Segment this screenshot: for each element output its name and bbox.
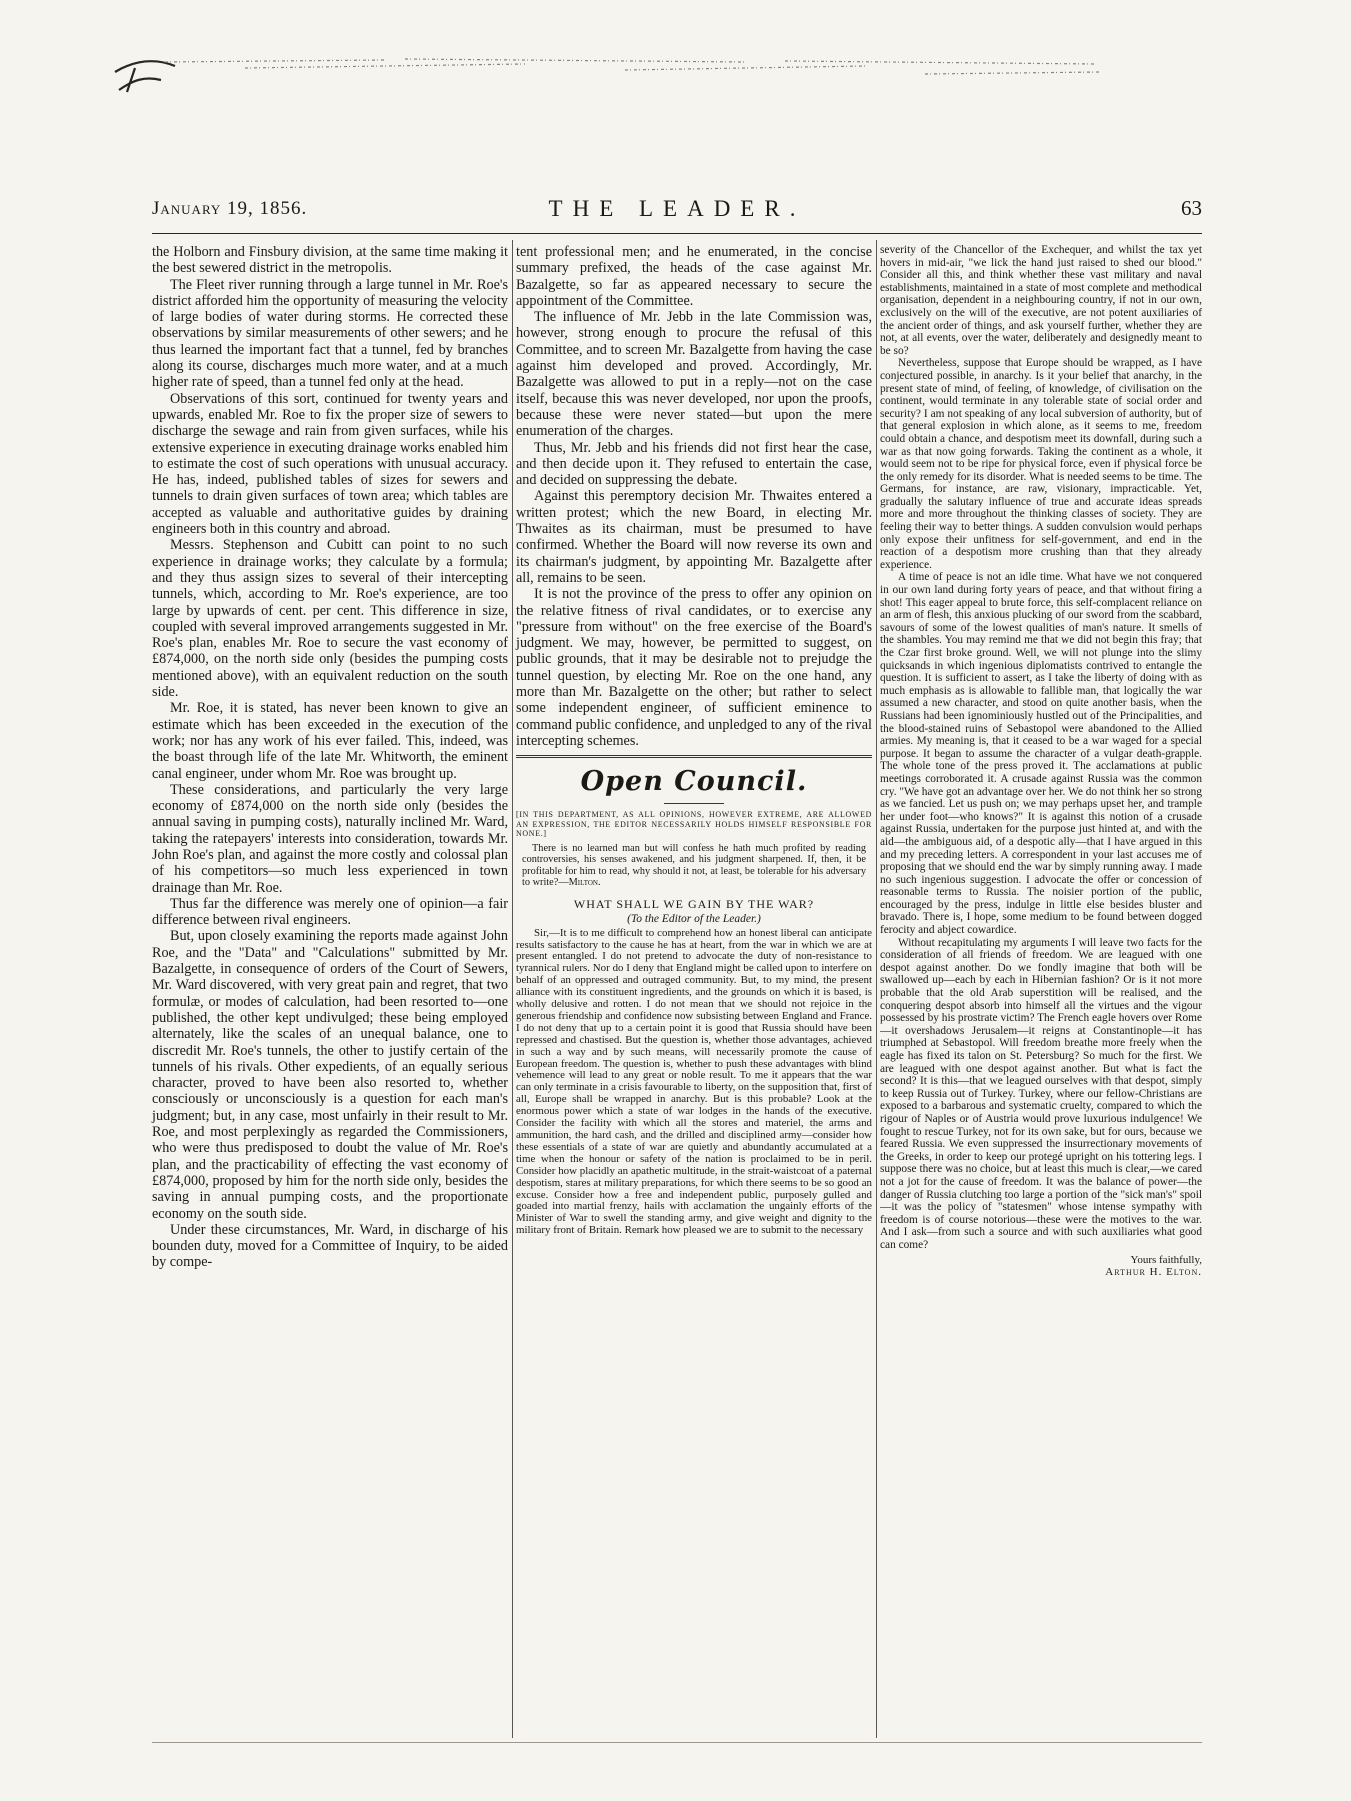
paragraph: The Fleet river running through a large tunnel in Mr. Roe's district afforded him the opportunity of measuring the velocity of large bodies of water during storms. He corrected these observations by similar measurements of other sewers; and he thus learned the important fact that a tunnel, fed by branches along its course, discharges much more water, and at a much higher rate of speed, than a tunnel fed only at the head.	[152, 276, 508, 391]
signature: Arthur H. Elton.	[1105, 1266, 1202, 1279]
letter-signoff	[880, 1254, 1202, 1279]
epigraph-source: —Milton.	[558, 877, 601, 889]
paragraph: Observations of this sort, continued for twenty years and upwards, enabled Mr. Roe to fix the proper size of sewers to discharge the sewage and rain from given surfaces, while his extensive experience in executing drainage works enabled him to estimate the cost of such operations with unusual accuracy. He has, indeed, published tables of sizes for sewers and tunnels to drain given surfaces of town area; which tables are accepted as valuable and authoritative guides by draining engineers both in this country and abroad.	[152, 390, 508, 538]
paragraph: These considerations, and particularly the very large economy of £874,000 on the north side only (besides the annual saving in pumping costs), naturally inclined Mr. Ward, taking the ratepayers' interests into consideration, towards Mr. John Roe's plan, and against the more costly and colossal plan of his competitors—so much less experienced in town drainage than Mr. Roe.	[152, 781, 508, 896]
column-3	[880, 244, 1202, 1279]
running-header	[152, 190, 1202, 230]
column-rule-1	[512, 240, 513, 1738]
paragraph: severity of the Chancellor of the Exchequer, and whilst the tax yet hovers in mid-air, "we lick the hand just raised to shed our blood." Consider all this, and think whether these vast military and naval establishments, maintained in a state of most complete and methodical organisation, dependent in a neighbouring country, if not in our own, exclusively on the will of the executive, are not potent auxiliaries of the ancient order of things, and ask yourself further, whether they are not, at all events, over the water, deliberately and designedly meant to be so?	[880, 244, 1202, 357]
paragraph: Without recapitulating my arguments I will leave two facts for the consideration of all friends of freedom. We are leagued with one despot against another. Do we fondly imagine that both will be swallowed up—each by each in Hibernian fashion? Or is it not more probable that the old Arab superstition will be realised, and the conquering despot absorb into himself all the virtues and the vigour possessed by his prostrate victim? The French eagle hovers over Rome—it overshadows Jerusalem—it reigns at Constantinople—it has triumphed at Sebastopol. Will freedom breathe more freely when the eagle has fixed its talon on St. Petersburg? So much for the first. We are leagued with one despot against another. But what is fact the second? It is this—that we leagued ourselves with that despot, simply to keep Russia out of Turkey. Turkey, where our fellow-Christians are exposed to a barbarous and systematic cruelty, compared to which the rigour of Naples or of Austria would prove luxurious indulgence! We fought to rescue Turkey, not for its own sake, but for ours, because we feared Russia. We even suppressed the insurrectionary movements of the Greeks, in order to keep our protegé upright on his tottering legs. I suppose there was no choice, but at least this much is clear,—we cared not a jot for the cause of freedom. It was the balance of power—the danger of Russia clutching too large a portion of the "sick man's" spoil—it was the policy of "statesmen" whose intense sympathy with freedom is of course notorious—these were the motives to the war. And I ask—from such a source and with such auxiliaries what good can come?	[880, 936, 1202, 1251]
page-bottom-rule	[152, 1742, 1202, 1743]
paragraph: Nevertheless, suppose that Europe should be wrapped, as I have conjectured possible, in anarchy. Is it your belief that anarchy, in the present state of mind, of feeling, of knowledge, of civilisation on the continent, would terminate in any tolerable state of social order and security? I am not speaking of any local subversion of authority, but of that general explosion in which alone, as it seems to me, freedom could obtain a chance, and despotism meet its downfall, during such a war as that now going forwards. Taking the continent as a whole, it would seem not to be ripe for physical force, even if physical force be the only remedy for its disorder. What is needed seems to be time. The Germans, for instance, are raw, visionary, impracticable. Yet, gradually the salutary influence of true and accurate ideas spreads more and more throughout the thinking classes of society. They are feeling their way to better things. A sudden convulsion would perhaps only expose their unfitness for self-government, and end in the reaction of a despotism more crushing than that they already experience.	[880, 357, 1202, 571]
newspaper-title: THE LEADER.	[548, 196, 806, 221]
scratch-marks	[105, 50, 1105, 105]
paragraph: Under these circumstances, Mr. Ward, in discharge of his bounden duty, moved for a Committee of Inquiry, to be aided by compe-	[152, 1221, 508, 1271]
section-divider	[516, 755, 872, 758]
paragraph: Thus far the difference was merely one of opinion—a fair difference between rival engineers.	[152, 895, 508, 929]
paragraph: the Holborn and Finsbury division, at the same time making it the best sewered district in the metropolis.	[152, 244, 508, 277]
paragraph: tent professional men; and he enumerated, in the concise summary prefixed, the heads of the case against Mr. Bazalgette, so far as appeared necessary to secure the appointment of the Committee.	[516, 244, 872, 309]
closing: Yours faithfully,	[1130, 1253, 1202, 1266]
title-rule	[664, 803, 724, 804]
letter-title: WHAT SHALL WE GAIN BY THE WAR?	[573, 896, 815, 911]
paragraph: But, upon closely examining the reports made against John Roe, and the "Data" and "Calculations" submitted by Mr. Bazalgette, in consequence of orders of the Court of Sewers, Mr. Ward discovered, with very great pain and regret, that two formulæ, or modes of calculation, had been resorted to—one published, the other kept undivulged; these being employed alternately, like the scales of an unequal balance, one to discredit Mr. Roe's tunnels, the other to justify certain of the tunnels of his rivals. Other expedients, of an equally serious character, proved to have been also resorted to, whether consciously or unconsciously is a question for each man's judgment; but, in any case, most unfairly in their result to Mr. Roe, and most perplexingly as regarded the Commissioners, who were thus predisposed to doubt the value of Mr. Roe's plan, and the practicability of effecting the vast economy of £874,000, proposed by him for the north side only, besides the saving in annual pumping costs, and the proportionate economy on the south side.	[152, 928, 508, 1222]
epigraph-text: There is no learned man but will confess he hath much profited by reading controversies, his senses awakened, and his judgment sharpened. If, then, it be profitable for him to read, why should it not, at least, be tolerable for his adversary to write?	[522, 842, 866, 889]
notice-text: [IN THIS DEPARTMENT, AS ALL OPINIONS, HOWEVER EXTREME, ARE ALLOWED AN EXPRESSION, THE EDITOR NECESSARILY HOLDS HIMSELF RESPONSIBLE FOR NONE.]	[516, 810, 872, 839]
column-2	[516, 244, 872, 1237]
column-rule-2	[876, 240, 877, 1738]
epigraph	[522, 843, 866, 889]
paragraph: Against this peremptory decision Mr. Thwaites entered a written protest; which the new Board, in electing Mr. Thwaites as its chairman, must be presumed to have confirmed. Whether the Board will now reverse its own and its chairman's judgment, by appointing Mr. Bazalgette after all, remains to be seen.	[516, 488, 872, 586]
paragraph: Thus, Mr. Jebb and his friends did not first hear the case, and then decide upon it. They refused to entertain the case, and decided on suppressing the debate.	[516, 439, 872, 489]
paragraph: Sir,—It is to me difficult to comprehend how an honest liberal can anticipate results satisfactory to the cause he has at heart, from the war in which we are at present entangled. I do not pretend to advocate the duty of non-resistance to tyrannical rulers. Nor do I deny that England might be called upon to interfere on behalf of an oppressed and outraged community. But, to my mind, the present alliance with its constituent ingredients, and the grounds on which it is based, is wholly delusive and rotten. I do not mean that we should not rejoice in the generous friendship and confidence now subsisting between England and France. I do not deny that up to a certain point it is good that Russia should have been repressed and chastised. But the question is, whether those advantages, achieved in such a way and by such means, will necessarily promote the cause of European freedom. The question is, whether to push these advantages with blind vehemence will lead to any great or noble result. To me it appears that the war can only terminate in a crisis favourable to liberty, on the supposition that, first of all, Europe shall be wrapped in anarchy. But is this probable? Look at the enormous power which a state of war lodges in the hands of the executive. Consider the facility with which all the stores and materiel, the arms and ammunition, the hard cash, and the drilled and disciplined army—consider how these essentials of a state of war are quietly and abundantly accumulated at a time when the honour or safety of the nation is proclaimed to be in peril. Consider how placidly an apathetic multitude, in the strait-waistcoat of a paternal despotism, stares at military preparations, for which there seems to be so good an excuse. Consider how a free and independent public, purposely gulled and goaded into martial frenzy, hails with acclamation the ungainly efforts of the Minister of War to swell the standing army, and give weight and dignity to the military front of Britain. Remark how pleased we are to submit to the necessary	[516, 926, 872, 1237]
paragraph: A time of peace is not an idle time. What have we not conquered in our own land during forty years of peace, and that without firing a shot! This eager appeal to brute force, this self-complacent reliance on an arm of flesh, this anxious plucking of our sword from the scabbard, savours of some of the lowest qualities of man's nature. It smells of the shambles. You may remind me that we did not begin this fray; that the Czar first broke ground. Well, we will not plunge into the slimy quicksands in which ingenious diplomatists contrived to entangle the question. It is sufficient to assert, as I take the liberty of doing with as much emphasis as is allowable to fallible man, that logically the war assumed a new character, and stood on quite another basis, when the Russians had been ignominiously hustled out of the Principalities, and the blood-stained ruins of Sebastopol were abandoned to the Allied armies. My meaning is, that it ceased to be a war waged for a special purpose. It began to assume the character of a vulgar death-grapple. The whole tone of the press proved it. The acclamations at public meetings corroborated it. A crusade against Russia was the common cry. "We have got an advantage over her. We do not think her so strong as we fancied. Let us push on; we may perhaps upset her, and trample her under foot—who knows?" It is against this notion of a crusade against Russia, undertaken for the purpose just hinted at, and with the aid—the ambiguous aid, of a despotic ally—that I have argued in this and my preceding letters. A correspondent in your last accuses me of proposing that we should end the war by simply running away. I made no such ingenious suggestion. I advocate the offer or concession of reasonable terms to Russia. The noisier portion of the public, encouraged by the press, indulge in little else besides bluster and bravado. There is, I hope, some medium to be found between dogged ferocity and abject cowardice.	[880, 571, 1202, 937]
paragraph: Messrs. Stephenson and Cubitt can point to no such experience in drainage works; they calculate by a formula; and they thus assign sizes to several of their intercepting tunnels, which, according to Mr. Roe's experience, are too large by upwards of cent. per cent. This difference in size, coupled with several improved arrangements suggested in Mr. Roe's plan, enables Mr. Roe to secure the vast economy of £874,000, on the north side only (besides the pumping costs mentioned above), with an equivalent reduction on the south side.	[152, 537, 508, 701]
editor-notice	[516, 810, 872, 839]
header-rule	[152, 233, 1202, 234]
paragraph: Mr. Roe, it is stated, has never been known to give an estimate which has been exceeded in the execution of the work; nor has any work of his ever failed. This, indeed, was the boast through life of the late Mr. Whitworth, the eminent canal engineer, under whom Mr. Roe was brought up.	[152, 700, 508, 782]
paragraph: The influence of Mr. Jebb in the late Commission was, however, strong enough to procure the refusal of this Committee, and to screen Mr. Bazalgette from having the case against him developed and proved. Accordingly, Mr. Bazalgette was allowed to put in a reply—not on the case itself, because this was never developed, nor upon the proofs, because these were never stated—but upon the mere enumeration of the charges.	[516, 309, 872, 440]
page-number: 63	[1181, 196, 1202, 220]
section-title: Open Council.	[580, 766, 808, 798]
issue-date: January 19, 1856.	[152, 198, 308, 219]
paragraph: It is not the province of the press to offer any opinion on the relative fitness of rival candidates, or to exercise any "pressure from without" on the free exercise of the Board's judgment. We may, however, be permitted to suggest, on public grounds, that it may be desirable not to prejudge the tunnel question, by electing Mr. Roe on the one hand, any more than Mr. Bazalgette on the other; but rather to select some independent engineer, of sufficient eminence to command public confidence, and unpledged to any of the rival intercepting schemes.	[516, 586, 872, 749]
column-1	[152, 244, 508, 1271]
letter-addressee: (To the Editor of the Leader.)	[627, 912, 761, 925]
